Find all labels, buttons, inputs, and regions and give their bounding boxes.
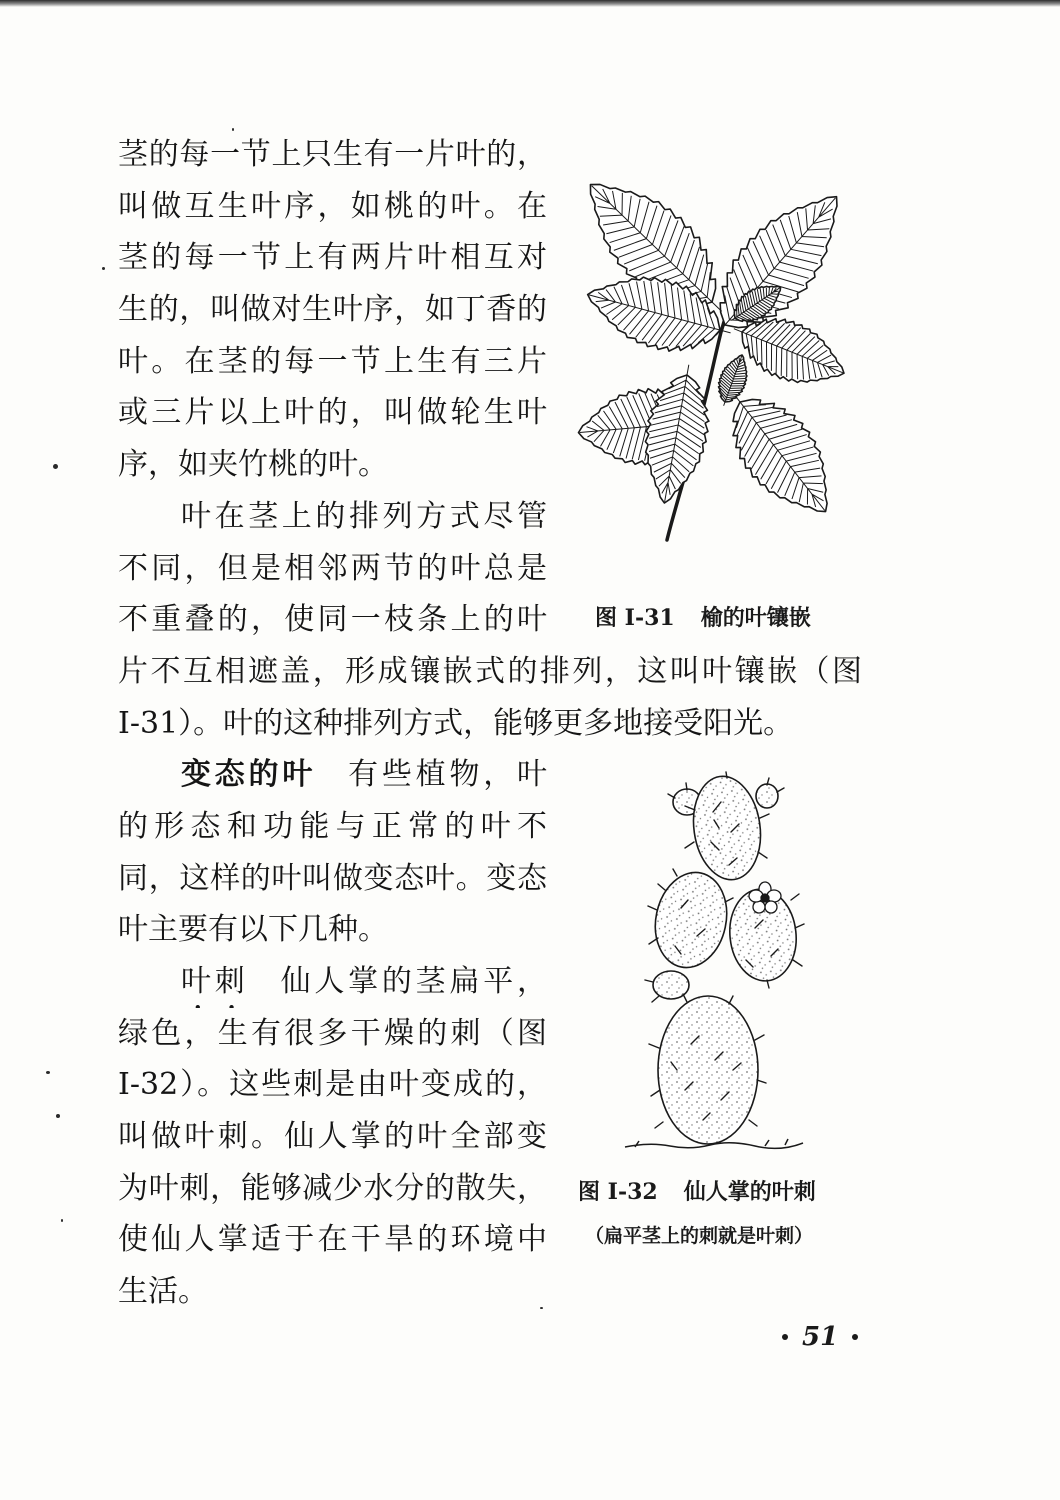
text-line: 茎的每一节上只生有一片叶的，: [118, 137, 547, 172]
scan-speck: [61, 1219, 63, 1222]
text-line: [118, 956, 547, 1008]
text-line: 不重叠的，使同一枝条上的叶: [118, 602, 547, 638]
text-run: 仙人掌的茎扁平，: [280, 964, 547, 999]
page-number-value: 51: [802, 1322, 839, 1352]
text-line: 叶在茎上的排列方式尽管: [181, 498, 547, 534]
text-line: I-31）。叶的这种排列方式，能够更多地接受阳光。: [118, 705, 794, 741]
text-line: 叶主要有以下几种。: [118, 912, 388, 948]
emphasized-term: 叶刺: [181, 964, 249, 999]
text-run: 有些植物，叶: [348, 757, 547, 793]
figure-label: 图 I-31: [595, 605, 675, 631]
text-line: 叫做叶刺。仙人掌的叶全部变: [118, 1119, 547, 1155]
scan-speck: [102, 267, 105, 270]
cactus-pad-ear-right: [756, 784, 778, 808]
text-line: I-32）。这些刺是由叶变成的，: [118, 1067, 547, 1103]
text-line: 生的，叫做对生叶序，如丁香的: [118, 292, 547, 328]
scan-speck: [46, 1071, 50, 1074]
text-line: 同，这样的叶叫做变态叶。变态: [118, 860, 547, 896]
cactus-pad-middle-left: [647, 866, 735, 974]
cactus-pad-bottom: [658, 996, 758, 1144]
text-line: 片不互相遮盖，形成镶嵌式的排列，这叫叶镶嵌（图: [118, 653, 862, 689]
text-line: 不同，但是相邻两节的叶总是: [118, 550, 547, 586]
figure-caption-note: （扁平茎上的刺就是叶刺）: [585, 1225, 814, 1247]
scan-speck: [56, 1114, 60, 1118]
figure-caption-i32: [578, 1178, 816, 1206]
cactus-pad-top: [687, 772, 767, 884]
page-number-dot: [782, 1334, 788, 1340]
text-line: 序，如夹竹桃的叶。: [118, 447, 388, 483]
text-line: 绿色，生有很多干燥的刺（图: [118, 1015, 547, 1051]
text-line: 为叶刺，能够减少水分的散失，: [118, 1170, 547, 1206]
cactus-flower: [749, 882, 781, 913]
scan-speck: [53, 464, 58, 469]
text-line: 的形态和功能与正常的叶不: [118, 808, 547, 844]
text-line: 或三片以上叶的，叫做轮生叶: [118, 395, 547, 431]
text-line: 使仙人掌适于在干旱的环境中: [118, 1222, 547, 1258]
figure-caption-i31: [595, 604, 811, 632]
page-number: [782, 1322, 858, 1352]
figure-label: 图 I-32: [578, 1179, 658, 1205]
text-line: 叶。在茎的每一节上生有三片: [118, 343, 547, 379]
cactus-illustration: [615, 770, 810, 1160]
text-line: 生活。: [118, 1274, 208, 1310]
elm-leaf-mosaic-illustration: [575, 170, 855, 550]
text-line: [118, 749, 547, 801]
page-number-dot: [852, 1334, 858, 1340]
scan-edge: [0, 0, 1060, 7]
figure-caption-text: 仙人掌的叶刺: [683, 1179, 816, 1205]
figure-caption-text: 榆的叶镶嵌: [700, 605, 811, 631]
section-heading: 变态的叶: [181, 757, 317, 793]
text-line: 叫做互生叶序，如桃的叶。在: [118, 188, 547, 224]
text-line: 茎的每一节上有两片叶相互对: [118, 240, 547, 276]
